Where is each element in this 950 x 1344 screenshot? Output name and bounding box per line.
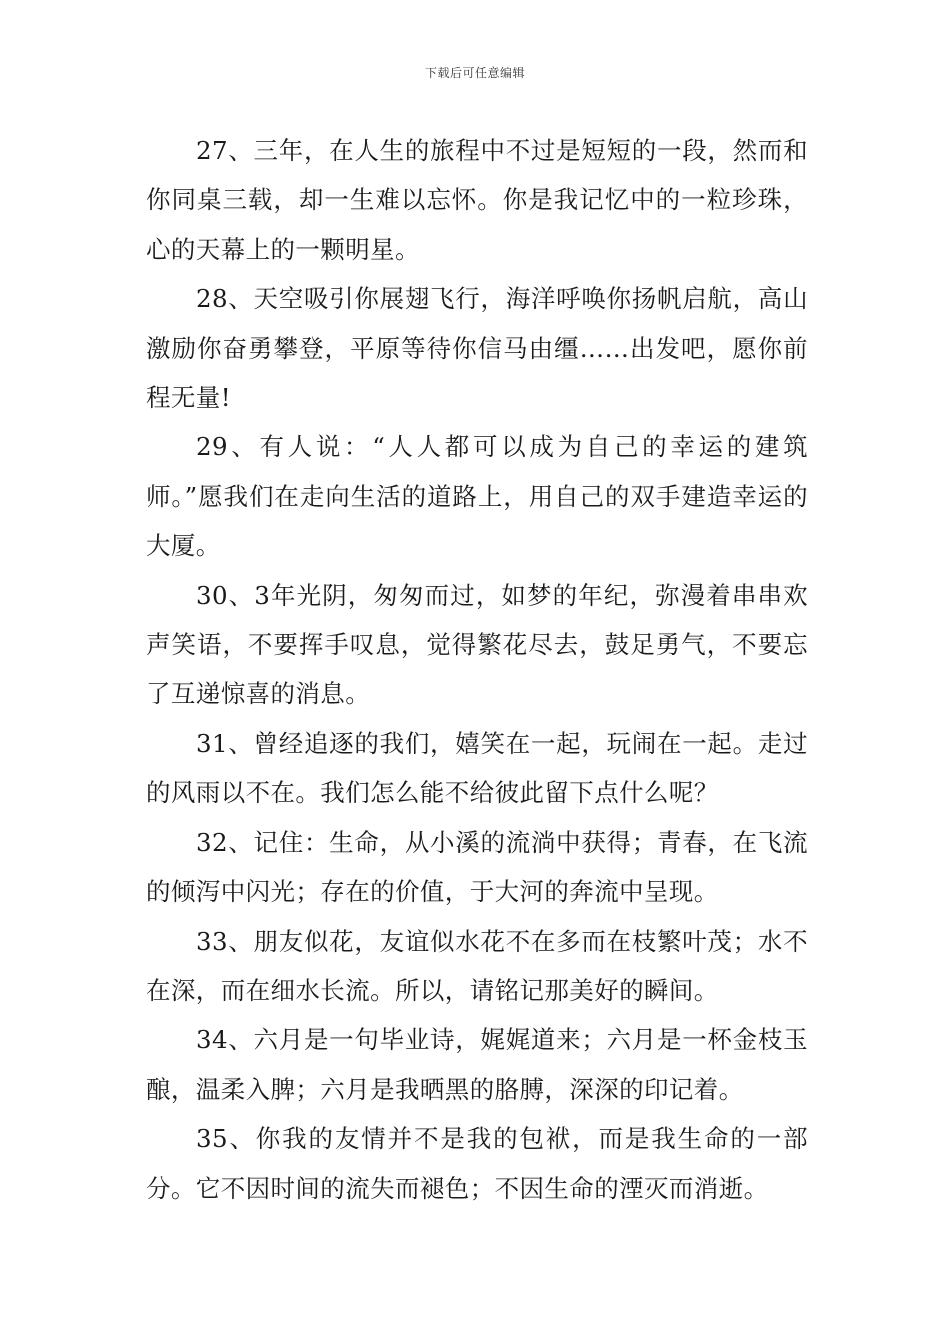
paragraph-33: 33、朋友似花，友谊似水花不在多而在枝繁叶茂；水不在深，而在细水长流。所以，请铭记那美好的瞬间。 <box>146 926 808 1005</box>
document-body <box>146 126 808 1213</box>
paragraph-29: 29、有人说：“人人都可以成为自己的幸运的建筑师。”愿我们在走向生活的道路上，用自己的双手建造幸运的大厦。 <box>146 432 808 561</box>
paragraph-34: 34、六月是一句毕业诗，娓娓道来；六月是一杯金枝玉酿，温柔入脾；六月是我晒黑的胳膊，深深的印记着。 <box>146 1025 808 1104</box>
paragraph-32: 32、记住：生命，从小溪的流淌中获得；青春，在飞流的倾泻中闪光；存在的价值，于大河的奔流中呈现。 <box>146 827 808 907</box>
paragraph-30: 30、3年光阴，匆匆而过，如梦的年纪，弥漫着串串欢声笑语，不要挥手叹息，觉得繁花尽去，鼓足勇气，不要忘了互递惊喜的消息。 <box>146 580 808 709</box>
paragraph-27: 27、三年，在人生的旅程中不过是短短的一段，然而和你同桌三载，却一生难以忘怀。你是我记忆中的一粒珍珠，心的天幕上的一颗明星。 <box>146 136 808 264</box>
paragraph-31: 31、曾经追逐的我们，嬉笑在一起，玩闹在一起。走过的风雨以不在。我们怎么能不给彼此留下点什么呢？ <box>146 728 808 808</box>
page-header: 下载后可任意编辑 <box>424 66 525 80</box>
paragraph-35: 35、你我的友情并不是我的包袱，而是我生命的一部分。它不因时间的流失而褪色；不因生命的湮灭而消逝。 <box>146 1124 808 1203</box>
paragraph-28: 28、天空吸引你展翅飞行，海洋呼唤你扬帆启航，高山激励你奋勇攀登，平原等待你信马由缰……出发吧，愿你前程无量! <box>146 284 808 413</box>
